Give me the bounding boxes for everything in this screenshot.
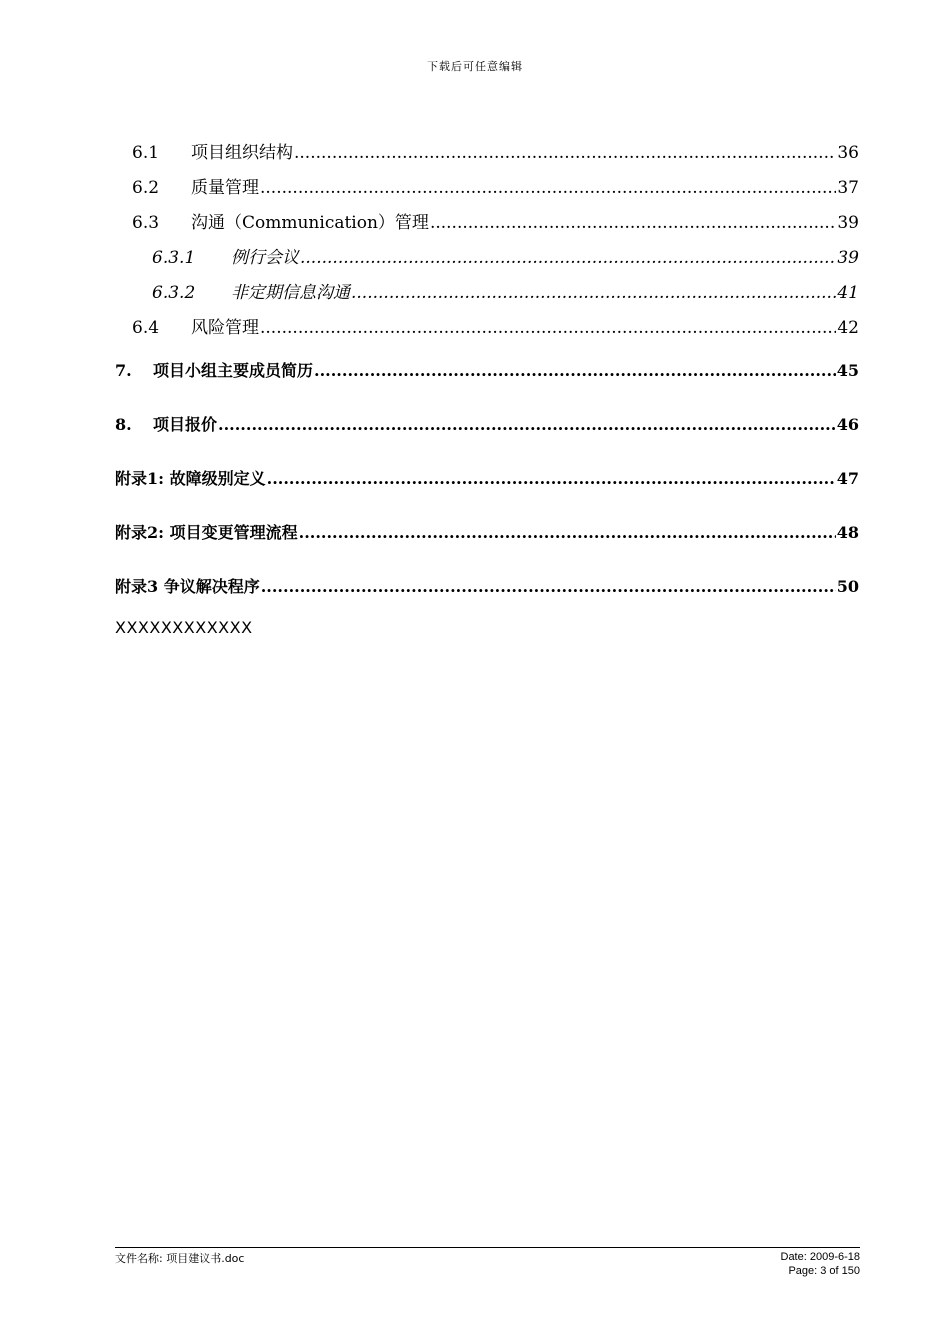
toc-leader	[261, 577, 836, 596]
toc-entry-page: 39	[837, 213, 859, 233]
toc-entry-title: 项目报价	[153, 415, 218, 434]
toc-leader	[260, 178, 836, 198]
toc-entry[interactable]	[115, 412, 859, 436]
toc-entry-title: 项目组织结构	[191, 143, 293, 163]
toc-leader	[300, 248, 836, 268]
body-text: XXXXXXXXXXXX	[115, 618, 253, 637]
toc-entry-number: 6.3.2	[152, 283, 196, 303]
toc-leader	[430, 213, 836, 233]
toc-entry-page: 42	[837, 318, 859, 338]
toc-entry-page: 48	[836, 523, 859, 542]
toc-entry-page: 45	[836, 361, 859, 380]
toc-entry-number: 8.	[115, 415, 132, 434]
footer-date: Date: 2009-6-18	[780, 1251, 860, 1263]
toc-entry-title: 附录3 争议解决程序	[115, 577, 260, 596]
toc-entry-number: 6.1	[132, 143, 160, 163]
toc-leader	[299, 523, 836, 542]
toc-leader	[260, 318, 836, 338]
toc-entry-title: 附录2: 项目变更管理流程	[115, 523, 298, 542]
toc-entry-title: 沟通（Communication）管理	[191, 213, 429, 233]
toc-entry-title: 附录1: 故障级别定义	[115, 469, 266, 488]
toc-entry[interactable]	[115, 466, 859, 490]
toc-leader	[314, 361, 836, 380]
toc-entry-page: 37	[837, 178, 859, 198]
toc-entry-number: 6.3.1	[152, 248, 196, 268]
toc-leader	[294, 143, 836, 163]
toc-entry[interactable]	[115, 208, 859, 232]
toc-entry-page: 39	[837, 248, 859, 268]
toc-leader	[218, 415, 836, 434]
toc-entry-number: 7.	[115, 361, 132, 380]
toc-entry[interactable]	[115, 278, 859, 302]
toc-entry[interactable]	[115, 243, 859, 267]
toc-entry[interactable]	[115, 520, 859, 544]
toc-entry-title: 项目小组主要成员简历	[153, 361, 314, 380]
toc-entry-number: 6.2	[132, 178, 160, 198]
toc-entry-number: 6.3	[132, 213, 160, 233]
footer-divider	[115, 1247, 860, 1248]
toc-entry-title: 风险管理	[191, 318, 259, 338]
page-header: 下载后可任意编辑	[427, 60, 523, 73]
toc-entry-title: 非定期信息沟通	[231, 283, 350, 303]
toc-entry[interactable]	[115, 313, 859, 337]
toc-entry-page: 47	[836, 469, 859, 488]
toc-entry[interactable]	[115, 138, 859, 162]
toc-entry-page: 46	[836, 415, 859, 434]
toc-entry[interactable]	[115, 358, 859, 382]
footer-meta	[781, 1250, 861, 1278]
toc-entry-number: 6.4	[132, 318, 160, 338]
toc-leader	[267, 469, 836, 488]
toc-entry[interactable]	[115, 173, 859, 197]
toc-entry-page: 36	[837, 143, 859, 163]
toc-entry-title: 例行会议	[231, 248, 299, 268]
toc-leader	[351, 283, 836, 303]
toc-entry-page: 50	[836, 577, 859, 596]
toc-entry[interactable]	[115, 574, 859, 598]
footer-filename: 文件名称: 项目建议书.doc	[115, 1252, 245, 1265]
footer-page-number: Page: 3 of 150	[788, 1265, 860, 1277]
toc-entry-page: 41	[837, 283, 859, 303]
toc-entry-title: 质量管理	[191, 178, 259, 198]
